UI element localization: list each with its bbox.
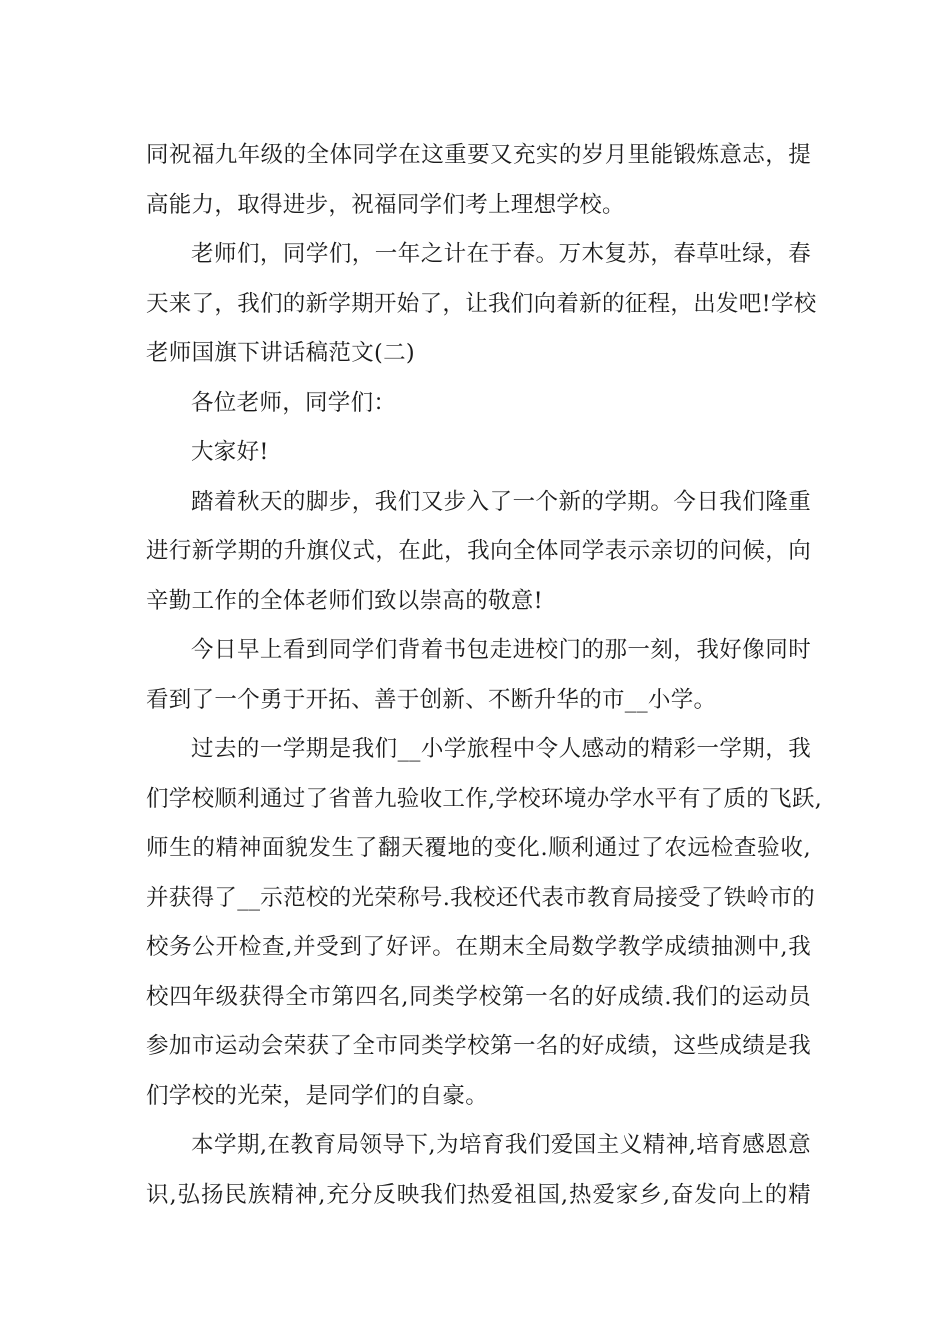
text-line: 老师们，同学们，一年之计在于春。万木复苏，春草吐绿，春 xyxy=(191,241,811,267)
text-line: 师生的精神面貌发生了翻天覆地的变化.顺利通过了农远检查验收, xyxy=(146,835,811,861)
text-line: 过去的一学期是我们__小学旅程中令人感动的精彩一学期，我 xyxy=(191,736,811,762)
text-line: 老师国旗下讲话稿范文(二) xyxy=(146,340,415,366)
text-line: 今日早上看到同学们背着书包走进校门的那一刻，我好像同时 xyxy=(191,637,811,663)
text-line: 们学校的光荣，是同学们的自豪。 xyxy=(146,1082,489,1109)
text-line: 看到了一个勇于开拓、善于创新、不断升华的市__小学。 xyxy=(146,686,717,713)
text-line: 同祝福九年级的全体同学在这重要又充实的岁月里能锻炼意志，提 xyxy=(146,142,811,168)
text-line: 并获得了__示范校的光荣称号.我校还代表市教育局接受了铁岭市的 xyxy=(146,884,815,911)
text-line: 校四年级获得全市第四名,同类学校第一名的好成绩.我们的运动员 xyxy=(146,983,811,1010)
text-line: 校务公开检查,并受到了好评。在期末全局数学教学成绩抽测中,我 xyxy=(146,934,811,960)
text-line: 踏着秋天的脚步，我们又步入了一个新的学期。今日我们隆重 xyxy=(191,488,811,515)
text-line: 高能力，取得进步，祝福同学们考上理想学校。 xyxy=(146,191,625,218)
text-line: 大家好! xyxy=(191,439,269,465)
text-line: 辛勤工作的全体老师们致以崇高的敬意! xyxy=(146,587,543,614)
text-line: 参加市运动会荣获了全市同类学校第一名的好成绩，这些成绩是我 xyxy=(146,1033,811,1059)
text-line: 各位老师，同学们： xyxy=(191,389,397,416)
text-line: 天来了，我们的新学期开始了，让我们向着新的征程，出发吧!学校 xyxy=(146,290,817,317)
text-line: 本学期,在教育局领导下,为培育我们爱国主义精神,培育感恩意 xyxy=(191,1132,811,1158)
text-line: 进行新学期的升旗仪式，在此，我向全体同学表示亲切的问候，向 xyxy=(146,538,811,564)
text-line: 们学校顺利通过了省普九验收工作,学校环境办学水平有了质的飞跃, xyxy=(146,785,823,812)
document-body xyxy=(146,131,823,1220)
text-line: 识,弘扬民族精神,充分反映我们热爱祖国,热爱家乡,奋发向上的精 xyxy=(146,1181,811,1208)
